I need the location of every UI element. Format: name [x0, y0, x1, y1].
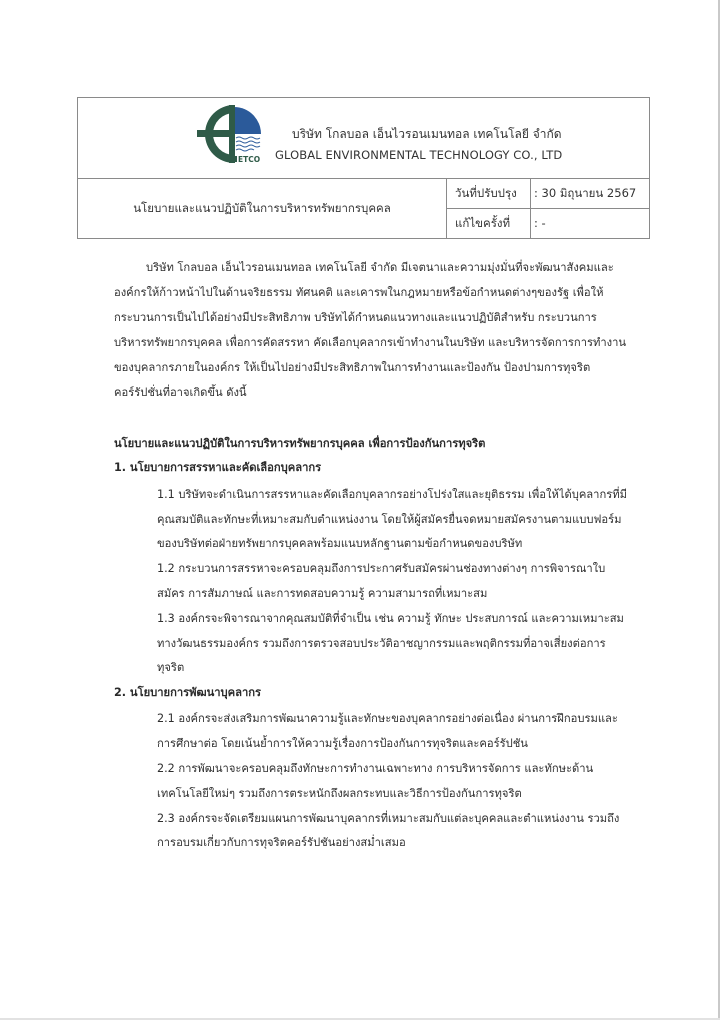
item-line: 2.2 การพัฒนาจะครอบคลุมถึงทักษะการทำงานเฉพาะทาง การบริหารจัดการ และทักษะด้าน	[157, 762, 594, 775]
revision-number-label: แก้ไขครั้งที่	[447, 209, 531, 238]
scan-edge	[0, 1018, 720, 1020]
document-title: นโยบายและแนวปฏิบัติในการบริหารทรัพยากรบุคคล	[78, 179, 447, 238]
item-line: 2.1 องค์กรจะส่งเสริมการพัฒนาความรู้และทักษะของบุคลากรอย่างต่อเนื่อง ผ่านการฝึกอบรมและ	[157, 712, 618, 725]
meta-row-revision-number	[447, 209, 649, 238]
company-name-english: GLOBAL ENVIRONMENTAL TECHNOLOGY CO., LTD	[275, 148, 563, 162]
etco-logo-icon	[197, 103, 265, 163]
revision-number-value: : -	[534, 216, 546, 230]
document-info-row	[78, 179, 649, 238]
company-banner	[78, 98, 649, 179]
meta-row-revision-date	[447, 179, 649, 209]
revision-date-label: วันที่ปรับปรุง	[447, 179, 531, 208]
item-line: เทคโนโลยีใหม่ๆ รวมถึงการตระหนักถึงผลกระทบและวิธีการป้องกันการทุจริต	[157, 787, 522, 800]
intro-line: ของบุคลากรภายในองค์กร ให้เป็นไปอย่างมีประสิทธิภาพในการทำงานและป้องกัน ป้องปามการทุจริต	[114, 361, 591, 374]
item-line: ของบริษัทต่อฝ่ายทรัพยากรบุคคลพร้อมแนบหลักฐานตามข้อกำหนดของบริษัท	[157, 537, 523, 550]
company-name-thai: บริษัท โกลบอล เอ็นไวรอนเมนทอล เทคโนโลยี จำกัด	[292, 127, 562, 141]
svg-text:ETCO: ETCO	[238, 155, 261, 163]
revision-date-value: : 30 มิถุนายน 2567	[534, 186, 637, 200]
item-line: สมัคร การสัมภาษณ์ และการทดสอบความรู้ ความสามารถที่เหมาะสม	[157, 587, 488, 600]
item-line: ทางวัฒนธรรมองค์กร รวมถึงการตรวจสอบประวัติอาชญากรรมและพฤติกรรมที่อาจเสี่ยงต่อการ	[157, 637, 606, 650]
section-title: 2. นโยบายการพัฒนาบุคลากร	[114, 686, 262, 699]
item-line: 1.3 องค์กรจะพิจารณาจากคุณสมบัติที่จำเป็น เช่น ความรู้ ทักษะ ประสบการณ์ และความเหมาะสม	[157, 612, 624, 625]
item-line: 2.3 องค์กรจะจัดเตรียมแผนการพัฒนาบุคลากรที่เหมาะสมกับแต่ละบุคคลและตำแหน่งงาน รวมถึง	[157, 812, 620, 825]
item-line: การศึกษาต่อ โดยเน้นย้ำการให้ความรู้เรื่องการป้องกันการทุจริตและคอร์รัปชัน	[157, 737, 528, 750]
intro-line: คอร์รัปชั่นที่อาจเกิดขึ้น ดังนี้	[114, 386, 247, 399]
item-line: 1.1 บริษัทจะดำเนินการสรรหาและคัดเลือกบุคลากรอย่างโปร่งใสและยุติธรรม เพื่อให้ได้บุคลากรที่มี	[157, 488, 627, 501]
document-header-table	[77, 97, 650, 239]
policy-heading: นโยบายและแนวปฏิบัติในการบริหารทรัพยากรบุคคล เพื่อการป้องกันการทุจริต	[114, 437, 486, 450]
intro-line: กระบวนการเป็นไปได้อย่างมีประสิทธิภาพ บริษัทได้กำหนดแนวทางและแนวปฏิบัติสำหรับ กระบวนการ	[114, 311, 597, 324]
item-line: คุณสมบัติและทักษะที่เหมาะสมกับตำแหน่งงาน โดยให้ผู้สมัครยื่นจดหมายสมัครงานตามแบบฟอร์ม	[157, 513, 622, 526]
intro-line: บริษัท โกลบอล เอ็นไวรอนเมนทอล เทคโนโลยี จำกัด มีเจตนาและความมุ่งมั่นที่จะพัฒนาสังคมและ	[146, 261, 614, 274]
intro-line: องค์กรให้ก้าวหน้าไปในด้านจริยธรรม ทัศนคติ และเคารพในกฎหมายหรือข้อกำหนดต่างๆของรัฐ เพื่อให้	[114, 286, 604, 299]
item-line: 1.2 กระบวนการสรรหาจะครอบคลุมถึงการประกาศรับสมัครผ่านช่องทางต่างๆ การพิจารณาใบ	[157, 562, 606, 575]
item-line: ทุจริต	[157, 661, 185, 674]
intro-line: บริหารทรัพยากรบุคคล เพื่อการคัดสรรหา คัดเลือกบุคลากรเข้าทำงานในบริษัท และบริหารจัดการการทำงาน	[114, 336, 627, 349]
section-title: 1. นโยบายการสรรหาและคัดเลือกบุคลากร	[114, 461, 322, 474]
document-meta	[447, 179, 649, 238]
scan-edge	[718, 0, 720, 1020]
item-line: การอบรมเกี่ยวกับการทุจริตคอร์รัปชันอย่างสม่ำเสมอ	[157, 836, 406, 849]
